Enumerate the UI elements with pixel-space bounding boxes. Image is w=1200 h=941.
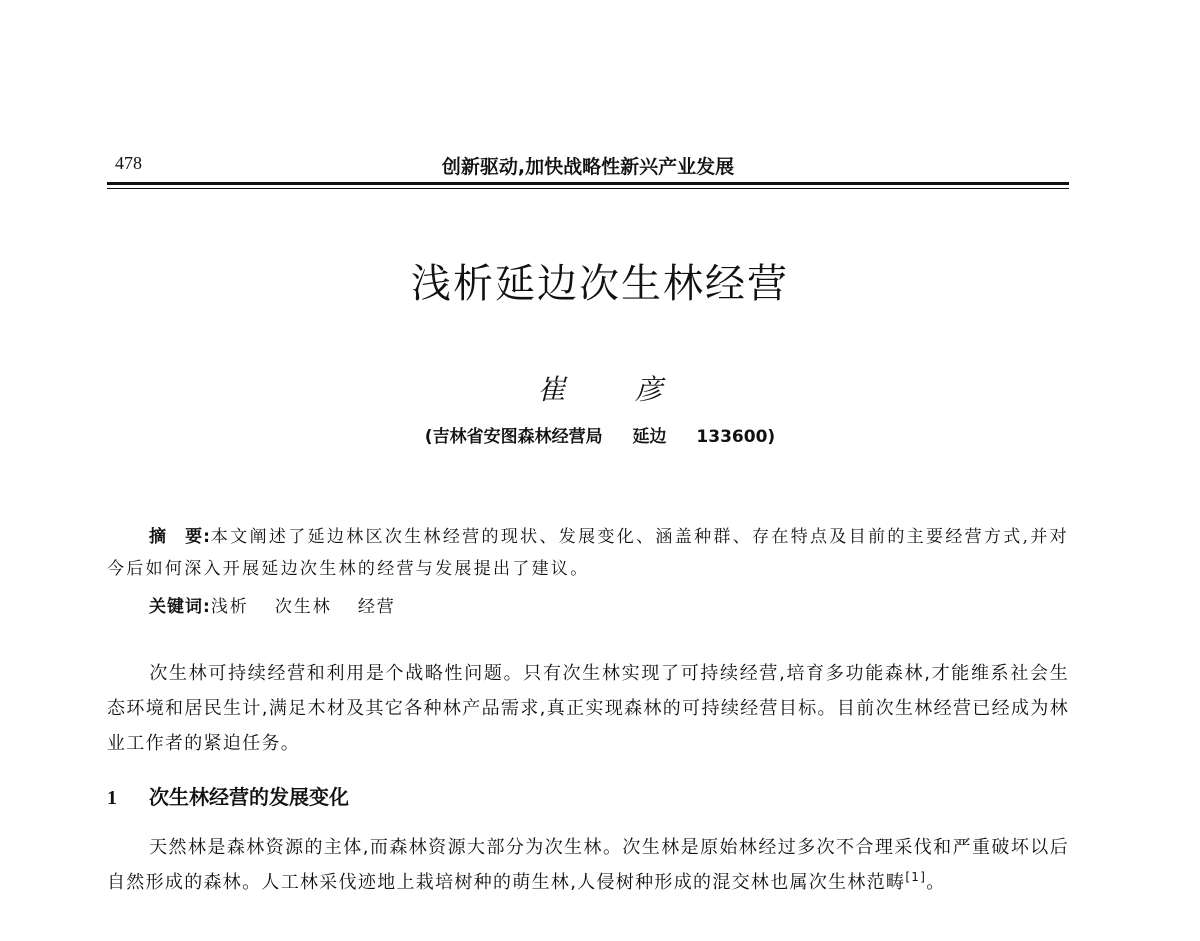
- affiliation-organization: 吉林省安图森林经营局: [432, 427, 603, 447]
- keywords-label: 关键词:: [149, 597, 211, 617]
- header-rule-thick: [107, 182, 1069, 185]
- running-title: 创新驱动,加快战略性新兴产业发展: [441, 156, 735, 178]
- affiliation-close-paren: ): [767, 427, 776, 447]
- page-number: 478: [115, 153, 142, 173]
- keywords: [149, 591, 422, 623]
- section1-text: 天然林是森林资源的主体,而森林资源大部分为次生林。次生林是原始林经过多次不合理采伐和严重破坏以后自然形成的森林。人工林采伐迹地上栽培树种的萌生林,人侵树种形成的混交林也属次生林范畴: [107, 837, 1069, 893]
- author-affiliation: [0, 422, 1200, 447]
- affiliation-city: 延边: [632, 427, 667, 447]
- abstract: [107, 521, 1069, 585]
- keyword-item: 经营: [357, 597, 396, 617]
- section1-text-end: 。: [926, 872, 946, 893]
- page-header: [107, 150, 1069, 180]
- intro-paragraph: [107, 656, 1069, 761]
- section-number: 1: [107, 787, 117, 809]
- article-title: 浅析延边次生林经营: [411, 261, 789, 307]
- keyword-item: 浅析: [210, 597, 249, 617]
- citation-reference: [1]: [905, 870, 927, 884]
- abstract-label: 摘 要:: [149, 527, 211, 547]
- intro-text: 次生林可持续经营和利用是个战略性问题。只有次生林实现了可持续经营,培育多功能森林,才能维系社会生态环境和居民生计,满足木材及其它各种林产品需求,真正实现森林的可持续经营目标。目前次生林经营已经成为林业工作者的紧迫任务。: [107, 663, 1069, 754]
- affiliation-open-paren: (: [424, 427, 433, 447]
- keyword-item: 次生林: [274, 597, 332, 617]
- affiliation-postcode: 133600: [696, 427, 768, 447]
- author-name: 崔 彦: [537, 373, 693, 406]
- section-title: 次生林经营的发展变化: [149, 785, 349, 809]
- section-heading-1: [107, 781, 349, 810]
- section1-paragraph: [107, 830, 1069, 900]
- header-rule-thin: [107, 188, 1069, 189]
- abstract-text: 本文阐述了延边林区次生林经营的现状、发展变化、涵盖种群、存在特点及目前的主要经营方式,并对今后如何深入开展延边次生林的经营与发展提出了建议。: [107, 527, 1069, 579]
